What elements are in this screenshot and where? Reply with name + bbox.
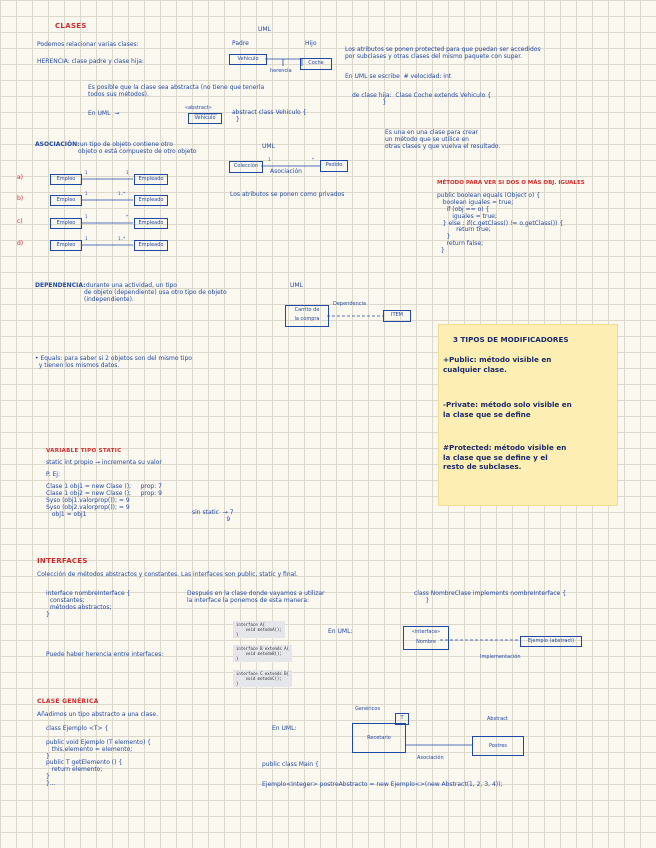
ejemplo-abstract-box: Ejemplo (abstract)	[520, 636, 582, 647]
uml-heading-asociacion: UML	[262, 143, 275, 150]
mult-a-left: 1	[85, 170, 88, 175]
letter-c: c)	[17, 218, 23, 225]
empleo-box-d: Empleo	[50, 240, 82, 251]
empleo-box-c: Empleo	[50, 218, 82, 229]
implementacion-label: Implementación	[480, 654, 521, 660]
generica-en-uml: En UML:	[272, 725, 297, 732]
generica-asociacion-label: Asociación	[417, 755, 444, 761]
genericos-label: Genéricos	[355, 706, 381, 712]
modifier-protected: #Protected: método visible en la clase que se define y el resto de subclases.	[443, 443, 567, 472]
interface-explain: Después en la clase donde vayamos a utilizar la interface la ponemos de esta manera:	[187, 590, 325, 604]
postres-box: Postres	[472, 736, 524, 756]
letter-a: a)	[17, 174, 24, 181]
empleado-box-b: Empleado	[134, 195, 168, 206]
abstract-stereotype: «abstract»	[185, 105, 212, 111]
pedido-box: Pedido	[320, 160, 348, 172]
en-uml-label: En UML →	[88, 110, 120, 117]
vehiculo-box: Vehículo	[188, 113, 222, 124]
type-param-box: T	[395, 713, 409, 725]
coche-box: Coche	[300, 58, 332, 70]
equals-title: MÉTODO PARA VER SI DOS O MÁS OBJ. IGUALES	[437, 180, 585, 186]
empleo-box-a: Empleo	[50, 174, 82, 185]
letter-b: b)	[17, 195, 24, 202]
generica-code: class Ejemplo <T> { public void Ejemplo (T elemento) { this.elemento = elemento; } public T getElemento () { return elemento; } }...	[46, 725, 152, 788]
modifiers-sticky-note	[439, 325, 617, 505]
asociacion-desc: un tipo de objeto contiene otro objeto o está compuesto de otro objeto	[78, 141, 197, 155]
coleccion-box: Colección	[229, 161, 263, 173]
clase-hija-code: de clase hija: Clase Coche extends Vehiculo { }	[352, 92, 492, 106]
implements-code: class NombreClase implements nombreInterface { }	[414, 590, 567, 604]
main-class: public class Main {	[262, 761, 319, 768]
interface-code-a: interface A{ void metodoA(); }	[233, 621, 285, 638]
abstract-class-code: abstract class Vehiculo { }	[232, 109, 307, 123]
herencia-label: herencia	[270, 68, 292, 74]
mult-c-left: 1	[85, 214, 88, 219]
mult-b-right: 1..*	[118, 191, 126, 196]
generica-title: CLASE GENÉRICA	[37, 698, 99, 705]
dependencia-desc: durante una actividad, un tipo de objeto (dependiente) usa otro tipo de objeto (independiente).	[84, 282, 227, 303]
item-box: ITEM	[383, 310, 411, 322]
dependencia-label: Dependencia	[333, 301, 366, 307]
uml-velocidad: En UML se escribe # velocidad: int	[345, 73, 452, 80]
sin-static: sin static → 7 9	[192, 509, 234, 523]
interfaces-desc: Colección de métodos abstractos y constantes. Las interfaces son public, static y final.	[37, 571, 298, 578]
mult-uml-right: *	[312, 157, 314, 162]
metodo-note: Es una en una clase para crear un método que se utilice en otras clases y que vuelva el resultado.	[385, 129, 501, 150]
clases-title: CLASES	[55, 22, 87, 30]
generica-desc: Añadimos un tipo abstracto a una clase.	[37, 711, 159, 718]
interface-nombre: Nombre	[416, 639, 436, 645]
static-title: VARIABLE TIPO STATIC	[46, 448, 122, 454]
uml-heading-dependencia: UML	[290, 282, 303, 289]
interfaces-title: INTERFACES	[37, 557, 88, 565]
modifier-private: -Private: método solo visible en la clase que se define	[443, 400, 572, 419]
main-line: Ejemplo<Integer> postreAbstracto = new Ejemplo<>(new Abstract(1, 2, 3, 4));	[262, 781, 503, 788]
interface-code-b: interface B extends A{ void metodoB(); }	[233, 645, 292, 662]
empleo-box-b: Empleo	[50, 195, 82, 206]
equals-bullet: • Equals: para saber si 2 objetos son del mismo tipo y tienen los mismos datos.	[35, 355, 192, 369]
padre-label: Padre	[232, 40, 249, 47]
vehiculo-uml-box: Vehículo	[229, 54, 267, 65]
interfaces-en-uml: En UML:	[328, 628, 353, 635]
mult-b-left: 1	[85, 191, 88, 196]
interface-stereotype: «interface»	[411, 629, 441, 635]
empleado-box-a: Empleado	[134, 174, 168, 185]
static-code: Clase 1 obj1 = new Clase (); prop: 7 Clase 1 obj2 = new Clase (); prop: 9 Syso (obj1.valorprop()); = 9 Syso (obj2.valorprop()); = 9 obj1 = obj1	[46, 483, 162, 518]
abstract-note: Es posible que la clase sea abstracta (no tiene que tenerla todos sus métodos).	[88, 84, 265, 98]
mult-d-left: 1	[85, 236, 88, 241]
static-ej: P. Ej:	[46, 471, 60, 478]
interface-code-c: interface C extends B{ void metodoC(); }	[233, 670, 292, 687]
static-desc: static int propio → incrementa su valor	[46, 459, 162, 466]
mult-d-right: 1..*	[118, 236, 126, 241]
atributos-privados: Los atributos se ponen como privados	[230, 191, 345, 198]
asociacion-label: Asociación	[270, 168, 302, 175]
carrito-box: Carrito de la compra	[285, 305, 329, 327]
interface-def: interface nombreInterface { constantes; métodos abstractos; }	[46, 590, 131, 618]
asociacion-title: ASOCIACIÓN:	[35, 141, 80, 148]
abstract-label: Abstract	[487, 716, 508, 722]
mult-a-right: 1	[126, 170, 129, 175]
dependencia-title: DEPENDENCIA:	[35, 282, 86, 289]
hijo-label: Hijo	[305, 40, 317, 47]
modifier-public: +Public: método visible en cualquier clase.	[443, 355, 552, 374]
clases-line1: Podemos relacionar varias clases:	[37, 41, 139, 48]
protected-note: Los atributos se ponen protected para que puedan ser accedidos por subclases y otras clases del mismo paquete con super.	[345, 46, 541, 60]
herencia-line: HERENCIA: clase padre y clase hija:	[37, 58, 144, 65]
interface-uml-box	[403, 626, 449, 650]
recetario-box: Recetario	[352, 723, 406, 753]
modifiers-title: 3 TIPOS DE MODIFICADORES	[453, 335, 569, 344]
letter-d: d)	[17, 240, 24, 247]
mult-c-right: *	[126, 214, 128, 219]
empleado-box-d: Empleado	[134, 240, 168, 251]
interface-herencia: Puede haber herencia entre interfaces:	[46, 651, 164, 658]
uml-heading-clases: UML	[258, 26, 271, 33]
mult-uml-left: 1	[268, 157, 271, 162]
equals-code: public boolean equals (Object o) { boolean iguales = true; if (obj == o) { iguales = true; } else : if(c.getClass() != o.getClass()) { return true; } return false; }	[437, 192, 564, 255]
empleado-box-c: Empleado	[134, 218, 168, 229]
